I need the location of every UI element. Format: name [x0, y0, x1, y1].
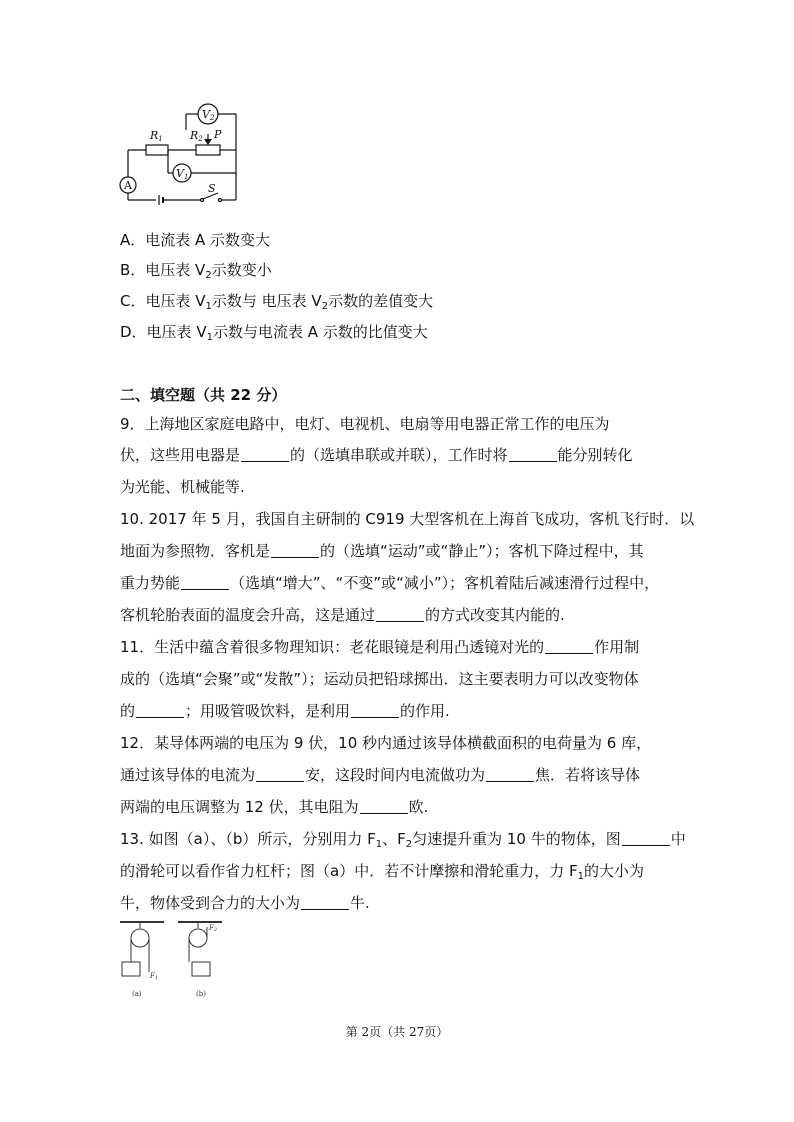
q12-line-2: 通过该导体的电流为 安，这段时间内电流做功为 焦．若将该导体: [120, 766, 641, 784]
q12-line-3: 两端的电压调整为 12 伏，其电阻为 欧.: [120, 798, 429, 816]
answer-blank[interactable]: [181, 575, 229, 590]
option-c: C．电压表 $V_1$示数与 电压表 $V_2$示数的差值变大: [120, 292, 434, 312]
answer-blank[interactable]: [376, 607, 424, 622]
q11-line-3: 的 ；用吸管吸饮料，是利用 的作用.: [120, 702, 450, 720]
label-f1: F1: [150, 972, 159, 981]
q10-line-3: 重力势能 （选填“增大”、“不变”或“减小”）；客机着陆后减速滑行过程中，: [120, 574, 660, 592]
q9-line-1: 9．上海地区家庭电路中，电灯、电视机、电扇等用电器正常工作的电压为: [120, 415, 610, 433]
answer-blank[interactable]: [486, 767, 534, 782]
q13-line-1: 13. 如图（a）、（b）所示，分别用力 $F_1$、$F_2$匀速提升重为 10 牛的物体，图 中: [120, 830, 686, 850]
answer-blank[interactable]: [136, 703, 184, 718]
q11-line-1: 11．生活中蕴含着很多物理知识：老花眼镜是利用凸透镜对光的 作用制: [120, 638, 640, 656]
resistor-r1-icon: [146, 145, 168, 155]
section-title: 二、填空题（共 22 分）: [120, 386, 287, 404]
label-f2: F2: [209, 924, 218, 933]
resistor-r2-icon: [196, 145, 220, 155]
label-v1: V1: [176, 167, 189, 181]
pulley-diagrams: [118, 918, 230, 1002]
q10-line-1: 10. 2017 年 5 月，我国自主研制的 C919 大型客机在上海首飞成功，客机飞行时．以: [120, 510, 695, 528]
answer-blank[interactable]: [622, 831, 670, 846]
circuit-diagram: [118, 100, 248, 212]
answer-blank[interactable]: [256, 767, 304, 782]
switch-icon: [219, 199, 222, 202]
page-footer: 第 2页（共 27页）: [345, 1025, 449, 1039]
answer-blank[interactable]: [509, 447, 557, 462]
answer-blank[interactable]: [271, 543, 319, 558]
label-r2: R2: [190, 129, 203, 143]
label-v2: V2: [202, 108, 215, 122]
label-p: P: [214, 128, 222, 141]
option-d: D．电压表 $V_1$示数与电流表 A 示数的比值变大: [120, 323, 428, 343]
label-s: S: [208, 182, 216, 195]
option-b: B．电压表 $V_2$示数变小: [120, 261, 272, 281]
label-a: (a): [132, 990, 142, 998]
weight-a-icon: [122, 962, 140, 976]
q12-line-1: 12．某导体两端的电压为 9 伏，10 秒内通过该导体横截面积的电荷量为 6 库，: [120, 734, 652, 752]
weight-b-icon: [192, 962, 210, 976]
label-r1: R1: [150, 129, 163, 143]
q9-line-2: 伏，这些用电器是 的（选填串联或并联），工作时将 能分别转化: [120, 446, 633, 464]
q10-line-2: 地面为参照物．客机是 的（选填“运动”或“静止”）；客机下降过程中，其: [120, 542, 644, 560]
slider-arrow-icon: [204, 139, 212, 145]
movable-pulley-icon: [131, 929, 149, 947]
answer-blank[interactable]: [360, 799, 408, 814]
answer-blank[interactable]: [301, 895, 349, 910]
q9-line-3: 为光能、机械能等.: [120, 478, 245, 496]
answer-blank[interactable]: [241, 447, 289, 462]
option-a: A．电流表 A 示数变大: [120, 231, 271, 249]
label-b: (b): [196, 990, 206, 998]
answer-blank[interactable]: [351, 703, 399, 718]
q13-line-3: 牛，物体受到合力的大小为 牛.: [120, 894, 370, 912]
fixed-pulley-icon: [189, 929, 207, 947]
label-a: A: [124, 179, 132, 192]
q10-line-4: 客机轮胎表面的温度会升高，这是通过 的方式改变其内能的.: [120, 606, 565, 624]
q11-line-2: 成的（选填“会聚”或“发散”）；运动员把铅球掷出．这主要表明力可以改变物体: [120, 670, 639, 688]
q13-line-2: 的滑轮可以看作省力杠杆；图（a）中．若不计摩擦和滑轮重力，力 $F_1$的大小为: [120, 862, 644, 882]
answer-blank[interactable]: [545, 639, 593, 654]
